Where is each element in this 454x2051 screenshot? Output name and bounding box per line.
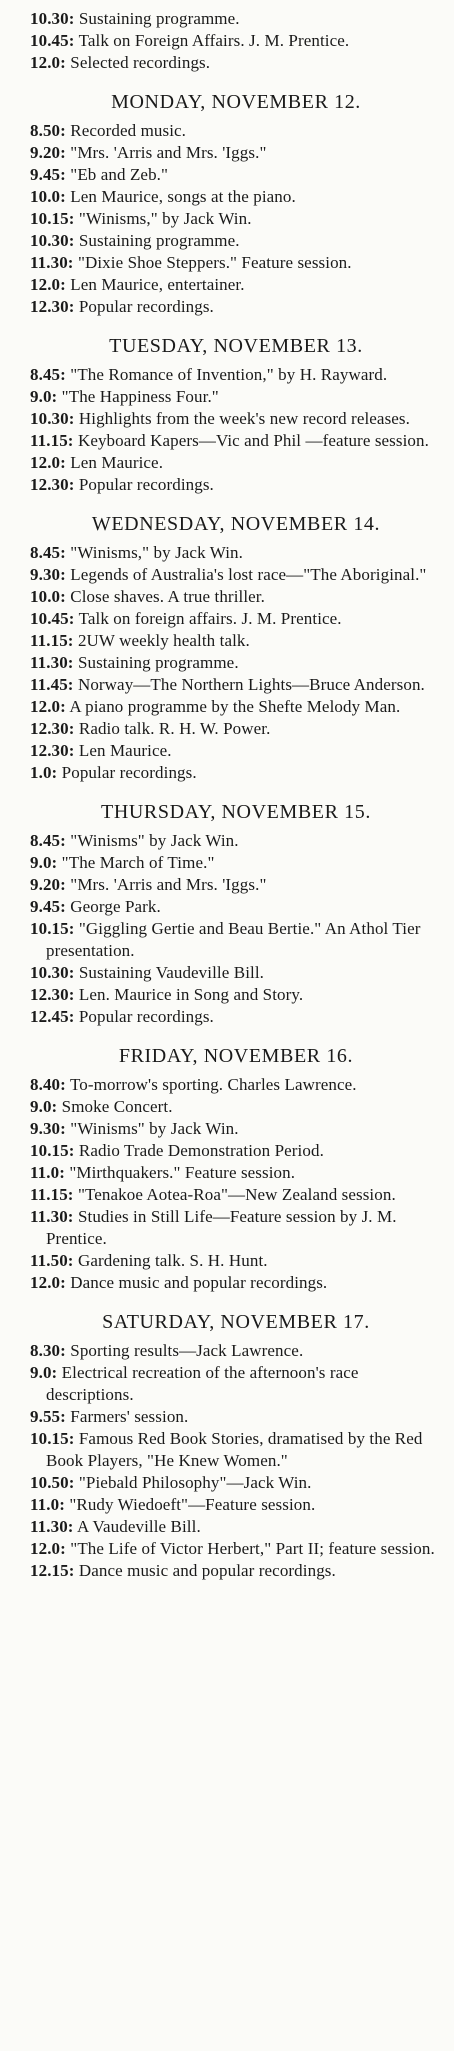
- programme-entry: [30, 1340, 442, 1362]
- programme-entry: [30, 1140, 442, 1162]
- entry-text: "The Happiness Four.": [61, 387, 219, 406]
- entry-time: 9.45:: [30, 897, 66, 916]
- entry-time: 9.0:: [30, 387, 58, 406]
- entry-text: Len Maurice, entertainer.: [70, 275, 245, 294]
- programme-entry: [30, 830, 442, 852]
- entry-text: "The Romance of Invention," by H. Rayward.: [70, 365, 388, 384]
- entry-text: George Park.: [70, 897, 161, 916]
- entry-time: 10.15:: [30, 209, 75, 228]
- entry-text: Sustaining Vaudeville Bill.: [78, 963, 265, 982]
- programme-entry: [30, 52, 442, 74]
- programme-entry: [30, 652, 442, 674]
- entry-text: Recorded music.: [70, 121, 187, 140]
- programme-entry: [30, 386, 442, 408]
- entry-text: Studies in Still Life—Feature session by J. M. Prentice.: [46, 1207, 397, 1248]
- programme-entry: [30, 608, 442, 630]
- entry-time: 10.0:: [30, 187, 66, 206]
- programme-entry: [30, 1250, 442, 1272]
- entry-time: 9.45:: [30, 165, 66, 184]
- entry-text: Popular recordings.: [78, 297, 214, 316]
- entry-text: "Tenakoe Aotea-Roa"—New Zealand session.: [77, 1185, 396, 1204]
- entry-time: 10.0:: [30, 587, 66, 606]
- programme-entry: [30, 364, 442, 386]
- programme-entry: [30, 1362, 442, 1406]
- day-heading: THURSDAY, NOVEMBER 15.: [101, 801, 371, 823]
- entry-text: Popular recordings.: [61, 763, 197, 782]
- programme-entry: [30, 1538, 442, 1560]
- day-section: [30, 512, 442, 784]
- entry-text: "Winisms," by Jack Win.: [78, 209, 252, 228]
- programme-entry: [30, 586, 442, 608]
- programme-entry: [30, 896, 442, 918]
- programme-entry: [30, 918, 442, 962]
- entry-text: "The March of Time.": [61, 853, 215, 872]
- entry-time: 8.40:: [30, 1075, 66, 1094]
- entry-text: Dance music and popular recordings.: [70, 1273, 328, 1292]
- entry-text: "Winisms" by Jack Win.: [70, 831, 239, 850]
- entry-time: 10.15:: [30, 1141, 75, 1160]
- entry-text: Legends of Australia's lost race—"The Aboriginal.": [70, 565, 427, 584]
- entry-time: 12.15:: [30, 1561, 75, 1580]
- programme-entry: [30, 1472, 442, 1494]
- entry-text: Len. Maurice in Song and Story.: [78, 985, 304, 1004]
- entry-time: 9.55:: [30, 1407, 66, 1426]
- day-heading: FRIDAY, NOVEMBER 16.: [118, 1045, 354, 1067]
- entry-time: 11.30:: [30, 1207, 74, 1226]
- programme-entry: [30, 1272, 442, 1294]
- entry-text: Talk on foreign affairs. J. M. Prentice.: [78, 609, 342, 628]
- entry-text: Keyboard Kapers—Vic and Phil —feature session.: [77, 431, 429, 450]
- programme-entry: [30, 8, 442, 30]
- entry-time: 10.15:: [30, 919, 75, 938]
- programme-entry: [30, 1494, 442, 1516]
- programme-entry: [30, 1096, 442, 1118]
- programme-entry: [30, 186, 442, 208]
- entry-time: 12.0:: [30, 453, 66, 472]
- programme-entry: [30, 1162, 442, 1184]
- entry-text: Sporting results—Jack Lawrence.: [70, 1341, 304, 1360]
- entry-text: "Rudy Wiedoeft"—Feature session.: [69, 1495, 316, 1514]
- entry-time: 9.30:: [30, 1119, 66, 1138]
- lead-in-section: [30, 8, 442, 74]
- entry-text: Famous Red Book Stories, dramatised by the Red Book Players, "He Knew Women.": [46, 1429, 423, 1470]
- programme-entry: [30, 1516, 442, 1538]
- entry-time: 10.15:: [30, 1429, 75, 1448]
- entry-time: 12.45:: [30, 1007, 75, 1026]
- entry-time: 12.0:: [30, 53, 66, 72]
- programme-entry: [30, 1118, 442, 1140]
- programme-entry: [30, 274, 442, 296]
- entry-text: Selected recordings.: [70, 53, 211, 72]
- programme-entry: [30, 30, 442, 52]
- entry-time: 11.0:: [30, 1495, 65, 1514]
- entry-time: 10.30:: [30, 963, 75, 982]
- entry-text: "Mrs. 'Arris and Mrs. 'Iggs.": [70, 143, 267, 162]
- programme-entry: [30, 542, 442, 564]
- programme-entry: [30, 564, 442, 586]
- entry-time: 11.15:: [30, 1185, 74, 1204]
- entry-time: 10.30:: [30, 231, 75, 250]
- entry-text: Radio talk. R. H. W. Power.: [78, 719, 271, 738]
- entry-time: 8.30:: [30, 1341, 66, 1360]
- entry-text: Talk on Foreign Affairs. J. M. Prentice.: [78, 31, 350, 50]
- entry-time: 9.30:: [30, 565, 66, 584]
- entry-time: 11.0:: [30, 1163, 65, 1182]
- entry-text: A Vaudeville Bill.: [77, 1517, 201, 1536]
- programme-entry: [30, 718, 442, 740]
- entry-time: 10.50:: [30, 1473, 75, 1492]
- entry-text: Sustaining programme.: [78, 231, 240, 250]
- entry-time: 12.0:: [30, 697, 66, 716]
- entry-time: 9.20:: [30, 875, 66, 894]
- entry-time: 9.0:: [30, 1363, 58, 1382]
- entry-time: 10.45:: [30, 609, 75, 628]
- programme-entry: [30, 1406, 442, 1428]
- programme-entry: [30, 762, 442, 784]
- entry-text: Dance music and popular recordings.: [78, 1561, 336, 1580]
- entry-text: Radio Trade Demonstration Period.: [78, 1141, 324, 1160]
- day-heading: TUESDAY, NOVEMBER 13.: [109, 335, 363, 357]
- programme-entry: [30, 852, 442, 874]
- entry-text: "The Life of Victor Herbert," Part II; feature session.: [70, 1539, 435, 1558]
- entry-time: 12.30:: [30, 985, 75, 1004]
- programme-entry: [30, 630, 442, 652]
- programme-entry: [30, 296, 442, 318]
- entry-time: 12.30:: [30, 719, 75, 738]
- programme-entry: [30, 1074, 442, 1096]
- programme-entry: [30, 252, 442, 274]
- entry-text: "Dixie Shoe Steppers." Feature session.: [77, 253, 352, 272]
- entry-time: 12.30:: [30, 741, 75, 760]
- programme-entry: [30, 1206, 442, 1250]
- entry-time: 8.50:: [30, 121, 66, 140]
- programme-entry: [30, 874, 442, 896]
- day-section: [30, 334, 442, 496]
- entry-time: 10.30:: [30, 9, 75, 28]
- entry-text: Len Maurice.: [78, 741, 172, 760]
- programme-entry: [30, 452, 442, 474]
- entry-text: A piano programme by the Shefte Melody Man.: [69, 697, 401, 716]
- programme-entry: [30, 674, 442, 696]
- entry-time: 12.0:: [30, 275, 66, 294]
- entry-text: Electrical recreation of the afternoon's race descriptions.: [46, 1363, 359, 1404]
- entry-text: To-morrow's sporting. Charles Lawrence.: [69, 1075, 357, 1094]
- entry-text: "Mrs. 'Arris and Mrs. 'Iggs.": [70, 875, 267, 894]
- programme-entry: [30, 230, 442, 252]
- radio-programme-listing: [30, 8, 442, 1582]
- programme-entry: [30, 1560, 442, 1582]
- entry-text: Close shaves. A true thriller.: [70, 587, 265, 606]
- day-section: [30, 800, 442, 1028]
- entry-time: 12.0:: [30, 1539, 66, 1558]
- programme-entry: [30, 1184, 442, 1206]
- entry-text: "Mirthquakers." Feature session.: [69, 1163, 296, 1182]
- entry-text: Sustaining programme.: [78, 9, 240, 28]
- entry-text: Popular recordings.: [78, 1007, 214, 1026]
- days-container: [30, 90, 442, 1582]
- programme-entry: [30, 474, 442, 496]
- entry-text: "Winisms," by Jack Win.: [70, 543, 243, 562]
- entry-text: Farmers' session.: [70, 1407, 189, 1426]
- programme-entry: [30, 408, 442, 430]
- entry-time: 11.15:: [30, 631, 74, 650]
- programme-entry: [30, 696, 442, 718]
- day-heading: SATURDAY, NOVEMBER 17.: [102, 1311, 370, 1333]
- entry-text: Sustaining programme.: [77, 653, 239, 672]
- entry-time: 8.45:: [30, 543, 66, 562]
- programme-entry: [30, 984, 442, 1006]
- day-section: [30, 1310, 442, 1582]
- entry-text: Gardening talk. S. H. Hunt.: [77, 1251, 268, 1270]
- entry-time: 11.15:: [30, 431, 74, 450]
- entry-text: 2UW weekly health talk.: [77, 631, 250, 650]
- entry-text: "Eb and Zeb.": [70, 165, 169, 184]
- entry-time: 10.45:: [30, 31, 75, 50]
- entry-time: 11.30:: [30, 653, 74, 672]
- entry-text: "Piebald Philosophy"—Jack Win.: [78, 1473, 312, 1492]
- day-heading: MONDAY, NOVEMBER 12.: [111, 91, 361, 113]
- entry-time: 8.45:: [30, 365, 66, 384]
- entry-time: 8.45:: [30, 831, 66, 850]
- programme-entry: [30, 1006, 442, 1028]
- entry-text: Highlights from the week's new record releases.: [78, 409, 411, 428]
- entry-text: Popular recordings.: [78, 475, 214, 494]
- entry-time: 12.30:: [30, 297, 75, 316]
- entry-time: 11.30:: [30, 1517, 74, 1536]
- entry-time: 1.0:: [30, 763, 58, 782]
- programme-entry: [30, 208, 442, 230]
- entry-time: 12.30:: [30, 475, 75, 494]
- programme-entry: [30, 962, 442, 984]
- entry-time: 12.0:: [30, 1273, 66, 1292]
- programme-entry: [30, 164, 442, 186]
- entry-text: "Winisms" by Jack Win.: [70, 1119, 239, 1138]
- entry-time: 10.30:: [30, 409, 75, 428]
- programme-entry: [30, 120, 442, 142]
- day-heading: WEDNESDAY, NOVEMBER 14.: [91, 513, 381, 535]
- entry-text: Len Maurice, songs at the piano.: [70, 187, 296, 206]
- entry-time: 11.50:: [30, 1251, 74, 1270]
- entry-text: Norway—The Northern Lights—Bruce Anderson.: [77, 675, 425, 694]
- programme-entry: [30, 740, 442, 762]
- entry-time: 9.0:: [30, 1097, 58, 1116]
- entry-time: 9.0:: [30, 853, 58, 872]
- programme-entry: [30, 142, 442, 164]
- day-section: [30, 1044, 442, 1294]
- programme-entry: [30, 1428, 442, 1472]
- entry-text: Smoke Concert.: [61, 1097, 173, 1116]
- entry-time: 11.45:: [30, 675, 74, 694]
- entry-time: 9.20:: [30, 143, 66, 162]
- programme-entry: [30, 430, 442, 452]
- entry-time: 11.30:: [30, 253, 74, 272]
- entry-text: Len Maurice.: [70, 453, 164, 472]
- entry-text: "Giggling Gertie and Beau Bertie." An Athol Tier presentation.: [46, 919, 421, 960]
- day-section: [30, 90, 442, 318]
